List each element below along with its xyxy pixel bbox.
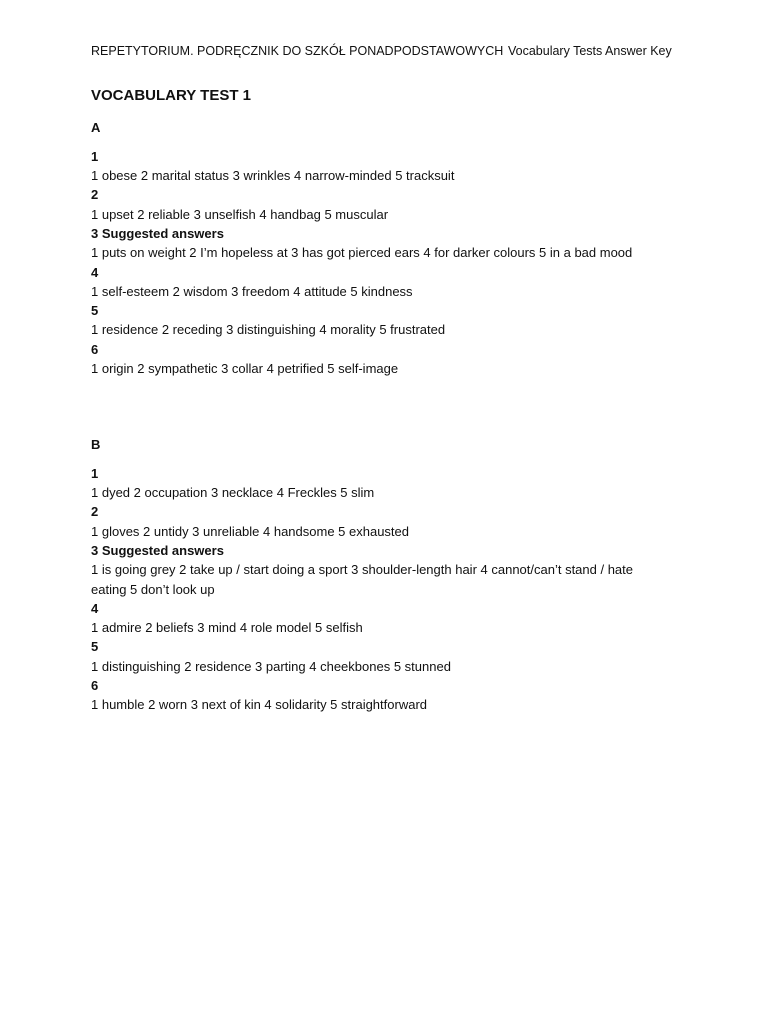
exercise-number: 4: [91, 264, 99, 280]
exercise-b2: [91, 502, 671, 541]
exercise-b1: [91, 464, 671, 503]
exercise-number: 1: [91, 465, 99, 481]
exercise-answers: 1 humble 2 worn 3 next of kin 4 solidarity 5 straightforward: [91, 697, 428, 713]
exercise-b5: [91, 637, 671, 676]
exercise-a5: [91, 301, 671, 340]
exercise-a6: [91, 340, 671, 379]
exercise-answers: 1 is going grey 2 take up / start doing a sport 3 shoulder-length hair 4 cannot/can’t stand / hate eating 5 don’t look up: [91, 562, 634, 597]
exercise-number: 1: [91, 148, 99, 164]
exercise-answers: 1 residence 2 receding 3 distinguishing 4 morality 5 frustrated: [91, 322, 446, 338]
exercise-number: 6: [91, 341, 99, 357]
exercise-answers: 1 origin 2 sympathetic 3 collar 4 petrified 5 self-image: [91, 361, 399, 377]
exercise-a4: [91, 263, 671, 302]
exercise-number: 3 Suggested answers: [91, 225, 224, 241]
exercise-answers: 1 upset 2 reliable 3 unselfish 4 handbag 5 muscular: [91, 206, 389, 222]
exercise-answers: 1 obese 2 marital status 3 wrinkles 4 narrow-minded 5 tracksuit: [91, 168, 455, 184]
section-label: B: [91, 437, 101, 452]
exercise-number: 3 Suggested answers: [91, 542, 224, 558]
header-book-title: REPETYTORIUM. PODRĘCZNIK DO SZKÓŁ PONADPODSTAWOWYCH: [91, 44, 504, 58]
exercise-number: 4: [91, 600, 99, 616]
exercise-number: 5: [91, 303, 99, 319]
exercise-b6: [91, 676, 671, 715]
header-document-title: Vocabulary Tests Answer Key: [508, 44, 672, 58]
section-a: [91, 118, 671, 378]
exercise-a2: [91, 185, 671, 224]
exercise-answers: 1 gloves 2 untidy 3 unreliable 4 handsome 5 exhausted: [91, 523, 409, 539]
exercise-b3: [91, 541, 671, 599]
exercise-b4: [91, 599, 671, 638]
section-b: [91, 435, 671, 715]
exercise-number: 2: [91, 187, 99, 203]
exercise-answers: 1 self-esteem 2 wisdom 3 freedom 4 attitude 5 kindness: [91, 283, 413, 299]
exercise-answers: 1 puts on weight 2 I’m hopeless at 3 has got pierced ears 4 for darker colours 5 in a bad mood: [91, 245, 633, 261]
exercise-number: 6: [91, 678, 99, 694]
exercise-number: 2: [91, 504, 99, 520]
exercise-answers: 1 distinguishing 2 residence 3 parting 4 cheekbones 5 stunned: [91, 658, 451, 674]
exercise-answers: 1 admire 2 beliefs 3 mind 4 role model 5 selfish: [91, 620, 363, 636]
page-title: VOCABULARY TEST 1: [91, 87, 252, 104]
exercise-a3: [91, 224, 671, 263]
exercise-number: 5: [91, 639, 99, 655]
exercise-a1: [91, 147, 671, 186]
exercise-answers: 1 dyed 2 occupation 3 necklace 4 Freckles 5 slim: [91, 485, 375, 501]
section-label: A: [91, 120, 101, 135]
